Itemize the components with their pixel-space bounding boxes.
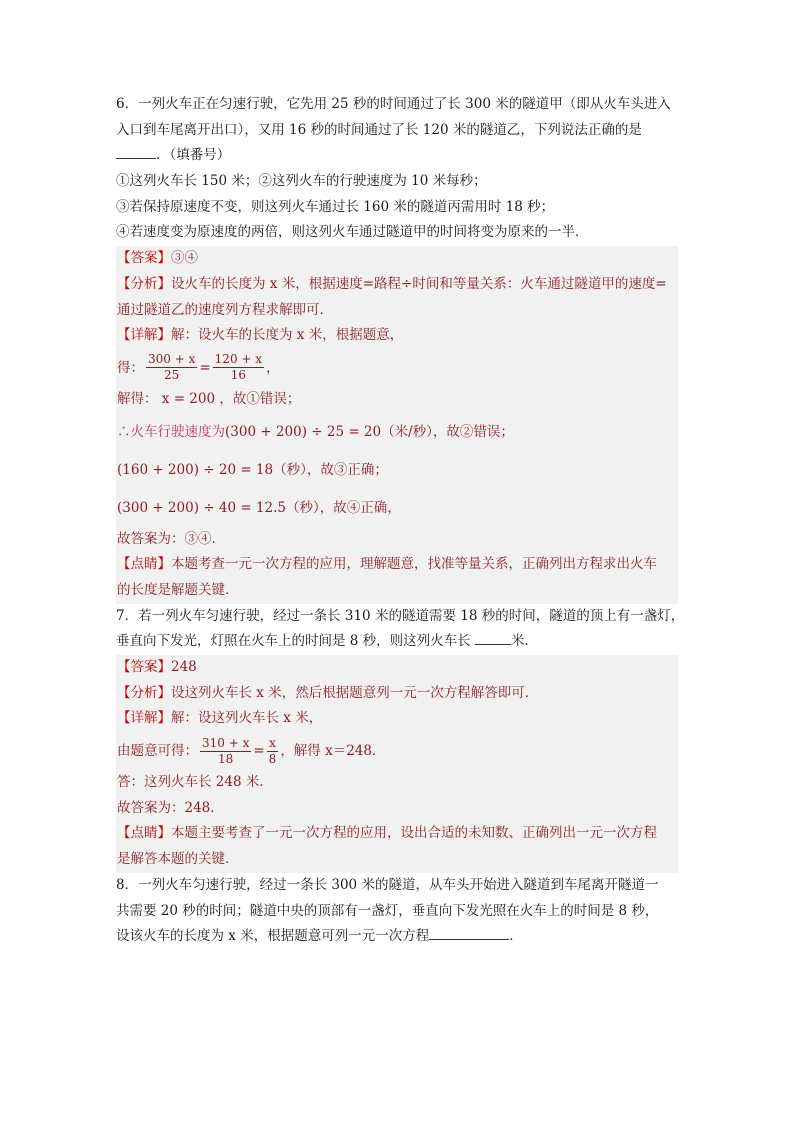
analysis-line: 通过隧道乙的速度列方程求解即可． [117,301,333,318]
question-6 [116,92,678,246]
answer-line [116,655,678,681]
solution-6 [116,246,678,604]
question-8 [116,873,678,950]
question-text-line: 8．一列火车匀速行驶，经过一条长 300 米的隧道，从车头开始进入隧道到车尾离开隧道一 [116,876,659,893]
calc-line: (300 + 200) ÷ 40 = 12.5（秒），故④正确， [117,499,401,516]
option-line: ④若速度变为原速度的两倍，则这列火车通过隧道甲的时间将变为原来的一半． [116,224,589,241]
analysis-tag: 【分析】 [117,684,171,701]
equation-line: 由题意可得： $\frac{310 + x}{18}$ = $\frac{x}{8}$ ，解得 x＝248． [117,735,386,766]
reply-line: 答：这列火车长 248 米． [117,774,273,791]
fraction: $\frac{120 + x}{16}$ [214,352,263,383]
option-line: ③若保持原速度不变，则这列火车通过长 160 米的隧道丙需用时 18 秒； [116,198,555,215]
comment-line: 是解答本题的关键． [117,851,239,868]
question-text-line: ．（填番号） [116,143,678,169]
final-answer-line: 故答案为：248． [117,799,224,816]
fraction: $\frac{x}{8}$ [268,735,277,766]
answer-tag: 【答案】 [117,250,171,267]
speed-line: ∴火车行驶速度为 (300 + 200) ÷ 25 = 20（米/秒），故②错误； [117,423,514,440]
comment-tag: 【点睛】 [117,825,171,842]
answer-value: ③④ [171,250,198,267]
question-text-line: 垂直向下发光，灯照在火车上的时间是 8 秒，则这列火车长 米． [116,629,678,655]
solve-line: 解得： x = 200 ，故①错误； [117,390,301,407]
analysis-line: 【分析】设火车的长度为 x 米，根据速度=路程÷时间和等量关系：火车通过隧道甲的速度= [117,275,667,292]
comment-line: 的长度是解题关键． [117,581,239,598]
detail-tag: 【详解】 [117,710,171,727]
comment-line: 【点睛】本题主要考查了一元一次方程的应用，设出合适的未知数、正确列出一元一次方程 [117,825,657,842]
analysis-line: 【分析】设这列火车长 x 米，然后根据题意列一元一次方程解答即可． [117,684,539,701]
analysis-tag: 【分析】 [117,275,171,292]
comment-tag: 【点睛】 [117,556,171,573]
final-answer-line: 故答案为：③④． [117,530,225,547]
question-text-line: 7．若一列火车匀速行驶，经过一条长 310 米的隧道需要 18 秒的时间，隧道的顶上有一盏灯， [116,607,685,624]
answer-value: 248 [171,659,197,675]
option-line: ①这列火车长 150 米；②这列火车的行驶速度为 10 米每秒； [116,173,487,190]
answer-blank [116,144,156,159]
solution-7 [116,655,678,873]
fraction: $\frac{310 + x}{18}$ [202,735,250,766]
calc-line: (160 + 200) ÷ 20 = 18（秒），故③正确； [117,461,388,478]
detail-tag: 【详解】 [117,327,171,344]
question-text-line: 设该火车的长度为 x 米，根据题意可列一元一次方程 ． [116,924,678,950]
worksheet-page [116,92,685,950]
answer-line [116,246,678,272]
comment-line: 【点睛】本题考查一元一次方程的应用，理解题意，找准等量关系，正确列出方程求出火车 [117,556,657,573]
question-text-line: 共需要 20 秒的时间；隧道中央的顶部有一盏灯，垂直向下发光照在火车上的时间是 8 秒， [116,902,659,919]
detail-line: 【详解】解：设这列火车长 x 米， [117,710,323,727]
detail-line: 【详解】解：设火车的长度为 x 米，根据题意， [117,327,404,344]
answer-tag: 【答案】 [117,659,171,675]
question-7 [116,604,685,655]
question-text-line: 入口到车尾离开出口），又用 16 秒的时间通过了长 120 米的隧道乙，下列说法正确的是 [116,121,642,138]
fraction: $\frac{300 + x}{25}$ [148,352,196,383]
answer-blank [429,925,509,940]
answer-blank [475,630,511,645]
equation-line: 得： $\frac{300 + x}{25}$ = $\frac{120 + x}{16}$ ， [117,352,280,383]
question-text-line: 6．一列火车正在匀速行驶，它先用 25 秒的时间通过了长 300 米的隧道甲（即从火车头进入 [116,96,671,112]
